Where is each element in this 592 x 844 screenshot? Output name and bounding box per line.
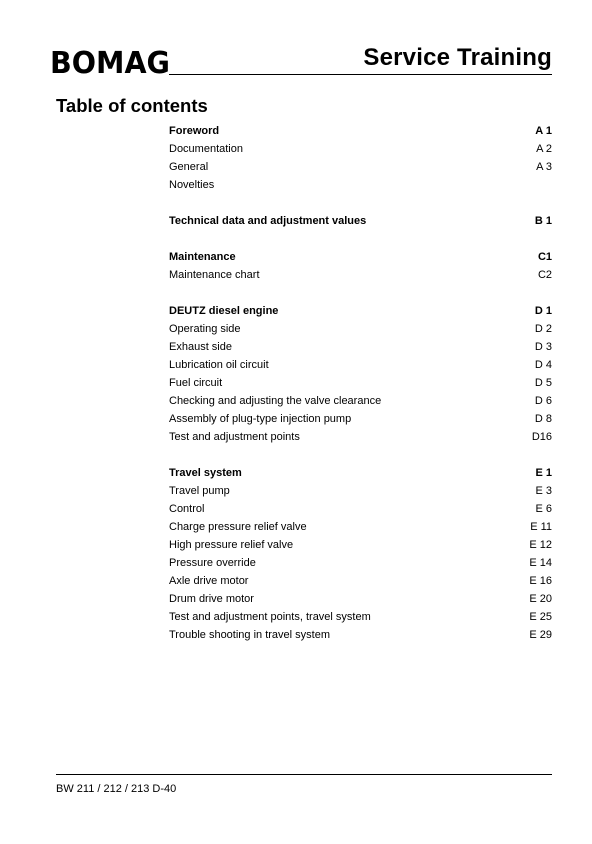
- footer-divider: [56, 774, 552, 775]
- toc-entry-page: E 29: [529, 629, 552, 641]
- toc-entry-label: Fuel circuit: [169, 377, 223, 389]
- toc-entry: [169, 626, 552, 644]
- toc-entry-label: Test and adjustment points: [169, 431, 300, 443]
- toc-entry-page: A 2: [536, 143, 552, 155]
- toc-entry: [169, 500, 552, 518]
- toc-entry-page: E 25: [529, 611, 552, 623]
- toc-entry-page: C2: [537, 269, 552, 281]
- toc-entry-label: High pressure relief valve: [169, 539, 294, 551]
- toc-entry-label: Maintenance: [169, 251, 236, 263]
- toc-entry: [169, 536, 552, 554]
- toc-entry-label: Drum drive motor: [169, 593, 254, 605]
- toc-section-heading: [169, 464, 552, 482]
- toc-entry-label: Maintenance chart: [169, 269, 260, 281]
- toc-section-heading: [169, 212, 552, 230]
- toc-entry-page: E 16: [529, 575, 552, 587]
- toc-entry-page: D 2: [534, 323, 552, 335]
- toc-entry: [169, 158, 552, 176]
- bomag-logo-mark: [50, 47, 172, 77]
- toc-entry-page: E 20: [529, 593, 552, 605]
- toc-entry: [169, 608, 552, 626]
- toc-entry-label: Technical data and adjustment values: [169, 215, 367, 227]
- toc-spacer: [169, 446, 552, 464]
- toc-spacer: [169, 230, 552, 248]
- toc-entry-page: D 4: [534, 359, 552, 371]
- toc-entry-label: Test and adjustment points, travel system: [169, 611, 371, 623]
- toc-entry: [169, 176, 552, 194]
- toc-entry-page: A 1: [535, 125, 552, 137]
- toc-entry-label: Foreword: [169, 125, 220, 137]
- toc-entry-label: Checking and adjusting the valve clearance: [169, 395, 382, 407]
- toc-entry-page: E 3: [535, 485, 552, 497]
- toc-entry-label: Assembly of plug-type injection pump: [169, 413, 352, 425]
- toc-entry-page: E 12: [529, 539, 552, 551]
- toc-section-heading: [169, 302, 552, 320]
- toc-entry: [169, 428, 552, 446]
- toc-entry: [169, 374, 552, 392]
- toc-entry-page: E 11: [530, 521, 552, 533]
- toc-entry-page: D 8: [534, 413, 552, 425]
- toc-entry-label: Travel pump: [169, 485, 230, 497]
- toc-spacer: [169, 284, 552, 302]
- footer-model: BW 211 / 212 / 213 D-40: [56, 783, 177, 795]
- toc-entry: [169, 482, 552, 500]
- toc-entry: [169, 266, 552, 284]
- toc-entry: [169, 572, 552, 590]
- toc-entry-page: D 5: [534, 377, 552, 389]
- toc-heading: Table of contents: [56, 95, 208, 116]
- toc-entry: [169, 554, 552, 572]
- toc-entry: [169, 356, 552, 374]
- toc-entry-page: B 1: [534, 215, 552, 227]
- toc-entry: [169, 392, 552, 410]
- toc-entry-page: D 6: [534, 395, 552, 407]
- header-title: Service Training: [363, 44, 552, 71]
- toc-entry-page: E 14: [529, 557, 552, 569]
- toc-entry-label: Pressure override: [169, 557, 256, 569]
- toc-section-heading: [169, 122, 552, 140]
- toc-entry: [169, 320, 552, 338]
- toc-entry-page: D16: [531, 431, 552, 443]
- toc-entry: [169, 338, 552, 356]
- bomag-logo: [50, 47, 172, 77]
- toc-entry-page: E 1: [535, 467, 552, 479]
- toc-entry-page: D 3: [534, 341, 552, 353]
- toc-entry-label: General: [169, 161, 209, 173]
- toc-entry-page: D 1: [534, 305, 552, 317]
- toc-entry-label: DEUTZ diesel engine: [169, 305, 279, 317]
- toc-entry-label: Control: [169, 503, 205, 515]
- logo-wordmark: BOMAG: [50, 47, 170, 77]
- toc-entry-label: Lubrication oil circuit: [169, 359, 269, 371]
- toc-entry-label: Operating side: [169, 323, 241, 335]
- toc-entry: [169, 590, 552, 608]
- header-divider: [169, 74, 552, 75]
- toc-entry-page: C1: [537, 251, 552, 263]
- toc-list: [169, 122, 552, 644]
- toc-entry-label: Exhaust side: [169, 341, 232, 353]
- toc-entry: [169, 518, 552, 536]
- toc-entry-page: A 3: [536, 161, 552, 173]
- toc-entry-label: Trouble shooting in travel system: [169, 629, 330, 641]
- toc-entry-page: E 6: [535, 503, 552, 515]
- toc-entry: [169, 140, 552, 158]
- toc-spacer: [169, 194, 552, 212]
- toc-entry-label: Novelties: [169, 179, 215, 191]
- toc-entry-label: Charge pressure relief valve: [169, 521, 307, 533]
- toc-entry-label: Travel system: [169, 467, 242, 479]
- toc-entry: [169, 410, 552, 428]
- toc-entry-label: Documentation: [169, 143, 243, 155]
- toc-entry-label: Axle drive motor: [169, 575, 249, 587]
- toc-section-heading: [169, 248, 552, 266]
